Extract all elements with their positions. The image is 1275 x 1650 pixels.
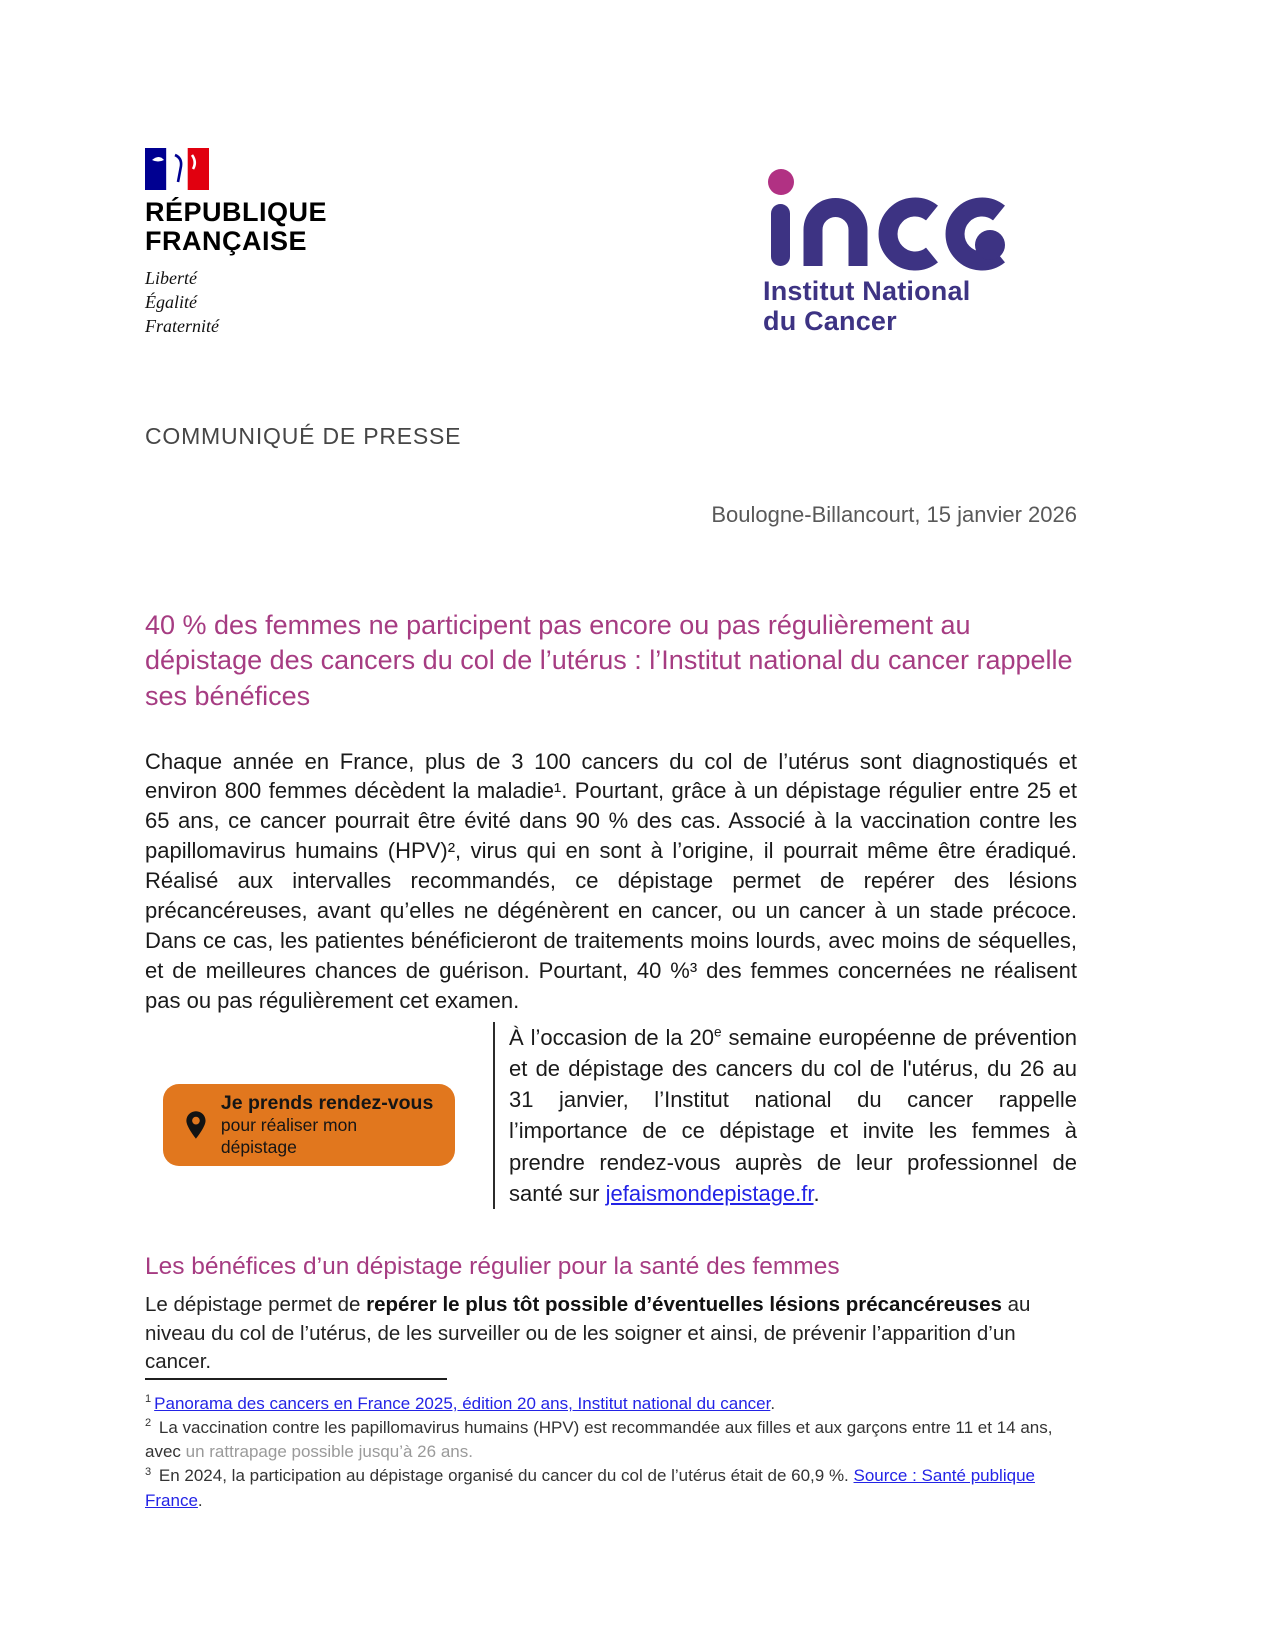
footnote-2-marker: 2 (145, 1417, 152, 1430)
cta-line2: pour réaliser mon dépistage (220, 1114, 358, 1157)
callout-ordinal-sup: e (713, 1024, 722, 1040)
section-text-after-bold: au niveau du col de l’utérus, de les surveiller ou de les soigner et ainsi, de prévenir l’apparition d’un cancer. (145, 1292, 1031, 1374)
footnote-3 (145, 1464, 1077, 1512)
rf-name (145, 198, 375, 256)
footnote-1-after: . (770, 1394, 776, 1413)
inca-name-line1: Institut National (763, 276, 971, 306)
section-text-bold: repérer le plus tôt possible d’éventuelles lésions précancéreuses (366, 1292, 1002, 1316)
kicker-communique: COMMUNIQUÉ DE PRESSE (145, 422, 462, 449)
dateline: Boulogne-Billancourt, 15 janvier 2026 (711, 501, 1077, 527)
jefaismondepistage-link[interactable]: jefaismondepistage.fr (605, 1180, 814, 1206)
inca-logo (763, 148, 1013, 336)
inca-name (763, 276, 1013, 336)
footnote-3-link[interactable]: Source : Santé publique France (145, 1466, 1035, 1510)
inca-wordmark-icon (763, 162, 1013, 272)
footnotes (145, 1378, 1077, 1513)
rf-name-line2: FRANÇAISE (145, 225, 308, 256)
rf-name-line1: RÉPUBLIQUE (145, 197, 328, 227)
footnote-1-marker: 1 (145, 1393, 152, 1406)
page-title: 40 % des femmes ne participent pas encore ou pas régulièrement au dépistage des cancers du col de l’utérus : l’Institut national du cancer rappelle ses bénéfices (145, 609, 1073, 711)
rf-motto (145, 266, 375, 339)
section-heading-benefices: Les bénéfices d’un dépistage régulier pour la santé des femmes (145, 1253, 840, 1281)
callout-text-after-sup: semaine européenne de prévention et de dépistage des cancers du col de l'utérus, du 26 au 31 janvier, l’Institut national du cancer rappelle l’importance de ce dépistage et invite les femmes à prendre rendez-vous auprès de leur professionnel de santé sur (509, 1024, 1077, 1206)
footnote-2-text-faded: un rattrapage possible jusqu’à 26 ans. (185, 1442, 473, 1462)
french-flag-icon (145, 148, 209, 190)
footnote-3-text: En 2024, la participation au dépistage organisé du cancer du col de l’utérus était de 60,9 %. (154, 1466, 854, 1486)
footnote-3-after: . (197, 1490, 203, 1510)
cta-text (221, 1091, 437, 1159)
cta-line1: Je prends rendez-vous (220, 1091, 434, 1114)
header (145, 148, 1077, 339)
motto-egalite: Égalité (145, 292, 197, 313)
footnote-3-marker: 3 (145, 1465, 152, 1478)
appointment-button[interactable] (163, 1084, 455, 1166)
intro-paragraph: Chaque année en France, plus de 3 100 cancers du col de l’utérus sont diagnostiqués et environ 800 femmes décèdent la maladie¹. Pourtant, grâce à un dépistage régulier entre 25 et 65 ans, ce cancer pourrait être évité dans 90 % des cas. Associé à la vaccination contre les papillomavirus humains (HPV)², virus qui en sont à l’origine, il pourrait même être éradiqué. Réalisé aux intervalles recommandés, ce dépistage permet de repérer des lésions précancéreuses, avant qu’elles ne dégénèrent en cancer, ou un cancer à un stade précoce. Dans ce cas, les patientes bénéficieront de traitements moins lourds, avec moins de séquelles, et de meilleures chances de guérison. Pourtant, 40 %³ des femmes concernées ne réalisent pas ou pas régulièrement cet examen. (145, 748, 1077, 1013)
inca-name-line2: du Cancer (763, 306, 897, 337)
cta-column (145, 1022, 493, 1209)
cta-callout-row (145, 1022, 1077, 1209)
callout-paragraph (493, 1022, 1077, 1209)
section-paragraph (145, 1291, 1077, 1377)
callout-text-before-sup: À l’occasion de la 20 (509, 1024, 714, 1050)
footnote-1-link[interactable]: Panorama des cancers en France 2025, édition 20 ans, Institut national du cancer (154, 1394, 771, 1413)
footnote-2 (145, 1416, 1077, 1464)
location-pin-icon (185, 1110, 207, 1140)
section-text-before-bold: Le dépistage permet de (145, 1292, 367, 1316)
footnote-2-text: La vaccination contre les papillomavirus humains (HPV) est recommandée aux filles et aux garçons entre 11 et 14 ans, avec (145, 1418, 1053, 1462)
motto-liberte: Liberté (145, 267, 197, 288)
footnote-1 (145, 1392, 1077, 1416)
republique-francaise-logo (145, 148, 375, 339)
motto-fraternite: Fraternité (145, 316, 219, 337)
footnote-separator (145, 1378, 447, 1380)
callout-text-after-link: . (813, 1180, 820, 1206)
